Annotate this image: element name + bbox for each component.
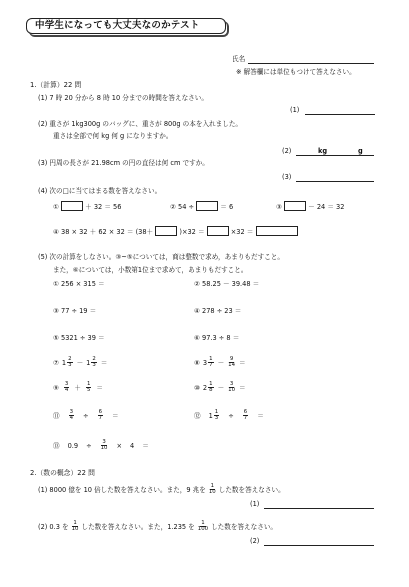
text-b: した数を答えなさい。また，1.235 を <box>81 522 195 531</box>
q1-5-p5: ⑤ 5321 ÷ 39 ＝ <box>53 334 105 342</box>
fraction <box>228 357 235 369</box>
blank-box[interactable] <box>61 201 83 211</box>
problem-number: ⑦ <box>53 358 59 367</box>
blank-box[interactable] <box>207 226 229 236</box>
operator: － <box>217 383 225 392</box>
problem-number: ① <box>53 203 59 211</box>
expression-left: 54 ÷ <box>178 203 195 211</box>
fraction <box>208 382 213 394</box>
fraction <box>101 440 108 452</box>
fraction <box>72 521 79 533</box>
numerator: 3 <box>64 381 69 387</box>
denominator: 3 <box>68 362 72 369</box>
blank-box[interactable] <box>155 226 177 236</box>
q1-5-p7 <box>53 357 107 369</box>
denominator: 3 <box>92 362 96 369</box>
q1-5-p9 <box>53 382 103 394</box>
problem-number: ④ <box>53 228 59 236</box>
fraction <box>228 382 235 394</box>
denominator: 3 <box>214 415 219 422</box>
text-c: した数を答えなさい。 <box>211 522 278 531</box>
numerator: 6 <box>243 409 248 415</box>
mixed-number <box>62 357 74 369</box>
fraction <box>69 410 74 422</box>
equals: ＝ <box>142 441 149 450</box>
numerator: 1 <box>86 381 91 387</box>
fraction <box>67 357 72 369</box>
problem-number: ⑪ <box>53 411 60 420</box>
denominator: 4 <box>69 415 74 422</box>
q1-2-unit-kg: kg <box>318 147 328 155</box>
whole: 3 <box>202 358 208 367</box>
operator: × <box>116 441 123 450</box>
denominator: 100 <box>197 526 209 533</box>
expression-b: )×32 ＝ <box>179 228 205 236</box>
expression: ＝ 6 <box>220 203 234 211</box>
fraction <box>208 357 213 369</box>
q1-1-answer-line[interactable] <box>305 114 375 115</box>
denominator: 10 <box>100 445 108 452</box>
expression-c: ×32 ＝ <box>230 228 254 236</box>
denominator: 7 <box>243 415 248 422</box>
blank-box[interactable] <box>284 201 306 211</box>
denominator: 10 <box>71 526 79 533</box>
q1-2-line2: 重さは全部で何 kg 何 g になりますか。 <box>53 132 173 140</box>
q2-2-answer-label: (2) <box>250 537 260 545</box>
fraction <box>91 357 96 369</box>
q1-5-p4: ④ 278 ÷ 23 ＝ <box>194 307 242 315</box>
name-line <box>248 63 374 64</box>
fraction <box>198 521 208 533</box>
operator: ÷ <box>228 411 234 420</box>
q1-5-p6: ⑥ 97.3 ÷ 8 ＝ <box>194 334 240 342</box>
operator: ＋ <box>74 383 81 392</box>
q1-4-text: (4) 次の□に当てはまる数を答えなさい。 <box>38 187 162 195</box>
q1-5-line1: (5) 次の計算をしなさい。③~⑤については，商は整数で求め，あまりもだすこと。 <box>38 253 284 261</box>
mixed-number <box>203 357 215 369</box>
name-label: 氏名 <box>232 55 246 63</box>
denominator: 5 <box>86 387 91 394</box>
equals: ＝ <box>100 358 108 367</box>
expression-a: 38 × 32 ＋ 62 × 32 ＝ (38＋ <box>61 228 154 236</box>
problem-number: ⑩ <box>194 383 200 392</box>
problem-number: ③ <box>276 203 282 211</box>
text-a: (1) 8000 億を 10 倍した数を答えなさい。また，9 兆を <box>38 485 206 494</box>
section-2-heading: 2.（数の概念）22 問 <box>30 469 95 477</box>
q1-5-p12 <box>194 410 264 422</box>
q1-5-line2: また，⑥については，小数第1位まで求めて，あまりもだすこと。 <box>53 266 248 274</box>
denominator: 8 <box>209 387 213 394</box>
denominator: 7 <box>98 415 102 422</box>
numerator: 1 <box>201 520 205 526</box>
q1-2-line1: (2) 重さが 1kg300g のバッグに、重さが 800g の本を入れました。 <box>38 120 243 128</box>
text-a: (2) 0.3 を <box>38 522 69 531</box>
q1-4-p3 <box>276 201 344 211</box>
blank-box[interactable] <box>196 201 218 211</box>
mixed-number <box>86 357 98 369</box>
numerator: 1 <box>210 483 215 489</box>
numerator: 3 <box>229 381 234 387</box>
mixed-number <box>203 382 215 394</box>
operand: 4 <box>130 441 135 450</box>
section-1-heading: 1.（計算）22 問 <box>30 81 82 89</box>
problem-number: ② <box>170 203 176 211</box>
denominator: 14 <box>228 362 236 369</box>
numerator: 2 <box>68 356 72 362</box>
q1-3-text: (3) 円周の長さが 21.98cm の円の直径は何 cm ですか。 <box>38 159 209 167</box>
equals: ＝ <box>96 383 103 392</box>
blank-box-wide[interactable] <box>256 226 298 236</box>
whole: 1 <box>61 358 67 367</box>
q2-2-text <box>38 521 277 533</box>
q2-1-text <box>38 484 285 496</box>
fraction <box>209 484 216 496</box>
mixed-number <box>209 410 221 422</box>
q1-4-p2 <box>170 201 233 211</box>
numerator: 2 <box>92 356 96 362</box>
numerator: 1 <box>209 356 213 362</box>
text-b: した数を答えなさい。 <box>218 485 285 494</box>
denominator: 7 <box>209 362 213 369</box>
fraction <box>214 410 219 422</box>
equals: ＝ <box>239 358 246 367</box>
q1-4-p1 <box>53 201 121 211</box>
whole: 1 <box>86 358 91 367</box>
fraction <box>86 382 91 394</box>
operand: 0.9 <box>67 441 79 450</box>
q2-1-answer-label: (1) <box>250 500 260 508</box>
equals: ＝ <box>112 411 119 420</box>
fraction <box>243 410 248 422</box>
numerator: 9 <box>229 356 234 362</box>
q1-1-answer-label: (1) <box>290 106 300 114</box>
q1-5-p1: ① 256 × 315 ＝ <box>53 280 105 288</box>
q1-5-p11 <box>53 410 119 422</box>
q1-1-text: (1) 7 時 20 分から 8 時 10 分までの時間を答えなさい。 <box>38 94 208 102</box>
problem-number: ⑨ <box>53 383 59 392</box>
whole: 1 <box>208 411 213 420</box>
operator: － <box>76 358 84 367</box>
operator: － <box>217 358 225 367</box>
q1-3-answer-label: (3) <box>282 173 292 181</box>
numerator: 6 <box>98 409 102 415</box>
q1-5-p2: ② 58.25 － 39.48 ＝ <box>194 280 260 288</box>
q1-2-answer-line[interactable] <box>296 155 374 156</box>
equals: ＝ <box>239 383 246 392</box>
q1-2-unit-g: g <box>358 147 363 155</box>
fraction <box>64 382 69 394</box>
operator: ÷ <box>86 441 92 450</box>
denominator: 10 <box>228 387 236 394</box>
numerator: 1 <box>214 409 219 415</box>
denominator: 4 <box>64 387 69 394</box>
q1-5-p10 <box>194 382 246 394</box>
numerator: 3 <box>69 409 74 415</box>
q1-3-answer-line[interactable] <box>296 181 374 182</box>
numerator: 1 <box>73 520 77 526</box>
q1-5-p13 <box>53 440 149 452</box>
numerator: 1 <box>209 381 213 387</box>
answer-note: ※ 解答欄には単位もつけて答えなさい。 <box>236 68 356 76</box>
q1-2-answer-label: (2) <box>282 147 292 155</box>
denominator: 10 <box>208 489 216 496</box>
equals: ＝ <box>257 411 264 420</box>
fraction <box>98 410 103 422</box>
numerator: 3 <box>102 439 106 445</box>
operator: ÷ <box>83 411 89 420</box>
q1-5-p3: ③ 77 ÷ 19 ＝ <box>53 307 97 315</box>
expression: ＋ 32 ＝ 56 <box>85 203 122 211</box>
problem-number: ⑫ <box>194 411 201 420</box>
q2-1-answer-line[interactable] <box>264 508 374 509</box>
problem-number: ⑧ <box>194 358 200 367</box>
q1-5-p8 <box>194 357 246 369</box>
problem-number: ⑬ <box>53 441 60 450</box>
q2-2-answer-line[interactable] <box>264 545 374 546</box>
q1-4-p4 <box>53 226 298 236</box>
expression: － 24 ＝ 32 <box>308 203 345 211</box>
whole: 2 <box>202 383 208 392</box>
page-title: 中学生になっても大丈夫なのかテスト <box>26 18 226 34</box>
